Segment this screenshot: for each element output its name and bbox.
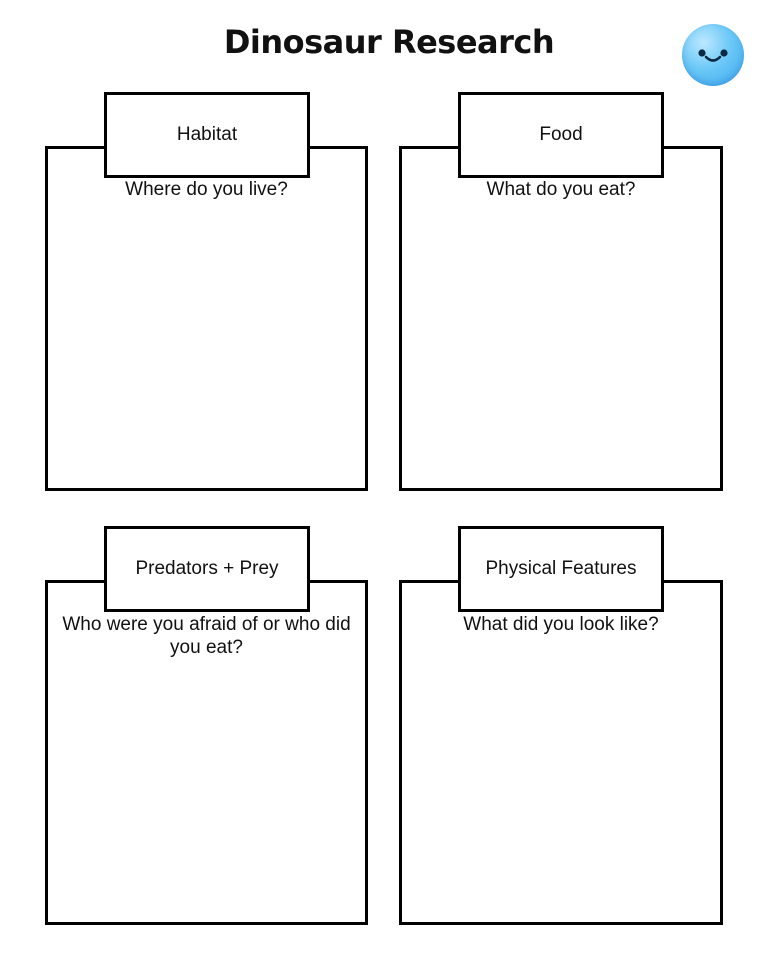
smiling-face-drawing (682, 24, 744, 86)
habitat-heading: Habitat (176, 124, 238, 145)
habitat-heading-tab (104, 92, 310, 178)
food-prompt: What do you eat? (486, 179, 636, 200)
physical-features-heading: Physical Features (485, 558, 637, 579)
food-heading: Food (539, 124, 583, 145)
physical-features-heading-tab (458, 526, 664, 612)
smiling-face-icon (682, 24, 744, 86)
food-heading-tab (458, 92, 664, 178)
predators-prey-heading: Predators + Prey (135, 558, 279, 579)
habitat-prompt: Where do you live? (125, 179, 288, 200)
page-title: Dinosaur Research (223, 23, 555, 61)
predators-prey-prompt: Who were you afraid of or who did you eat? (62, 614, 351, 658)
physical-features-prompt: What did you look like? (463, 614, 659, 635)
predators-prey-heading-tab (104, 526, 310, 612)
